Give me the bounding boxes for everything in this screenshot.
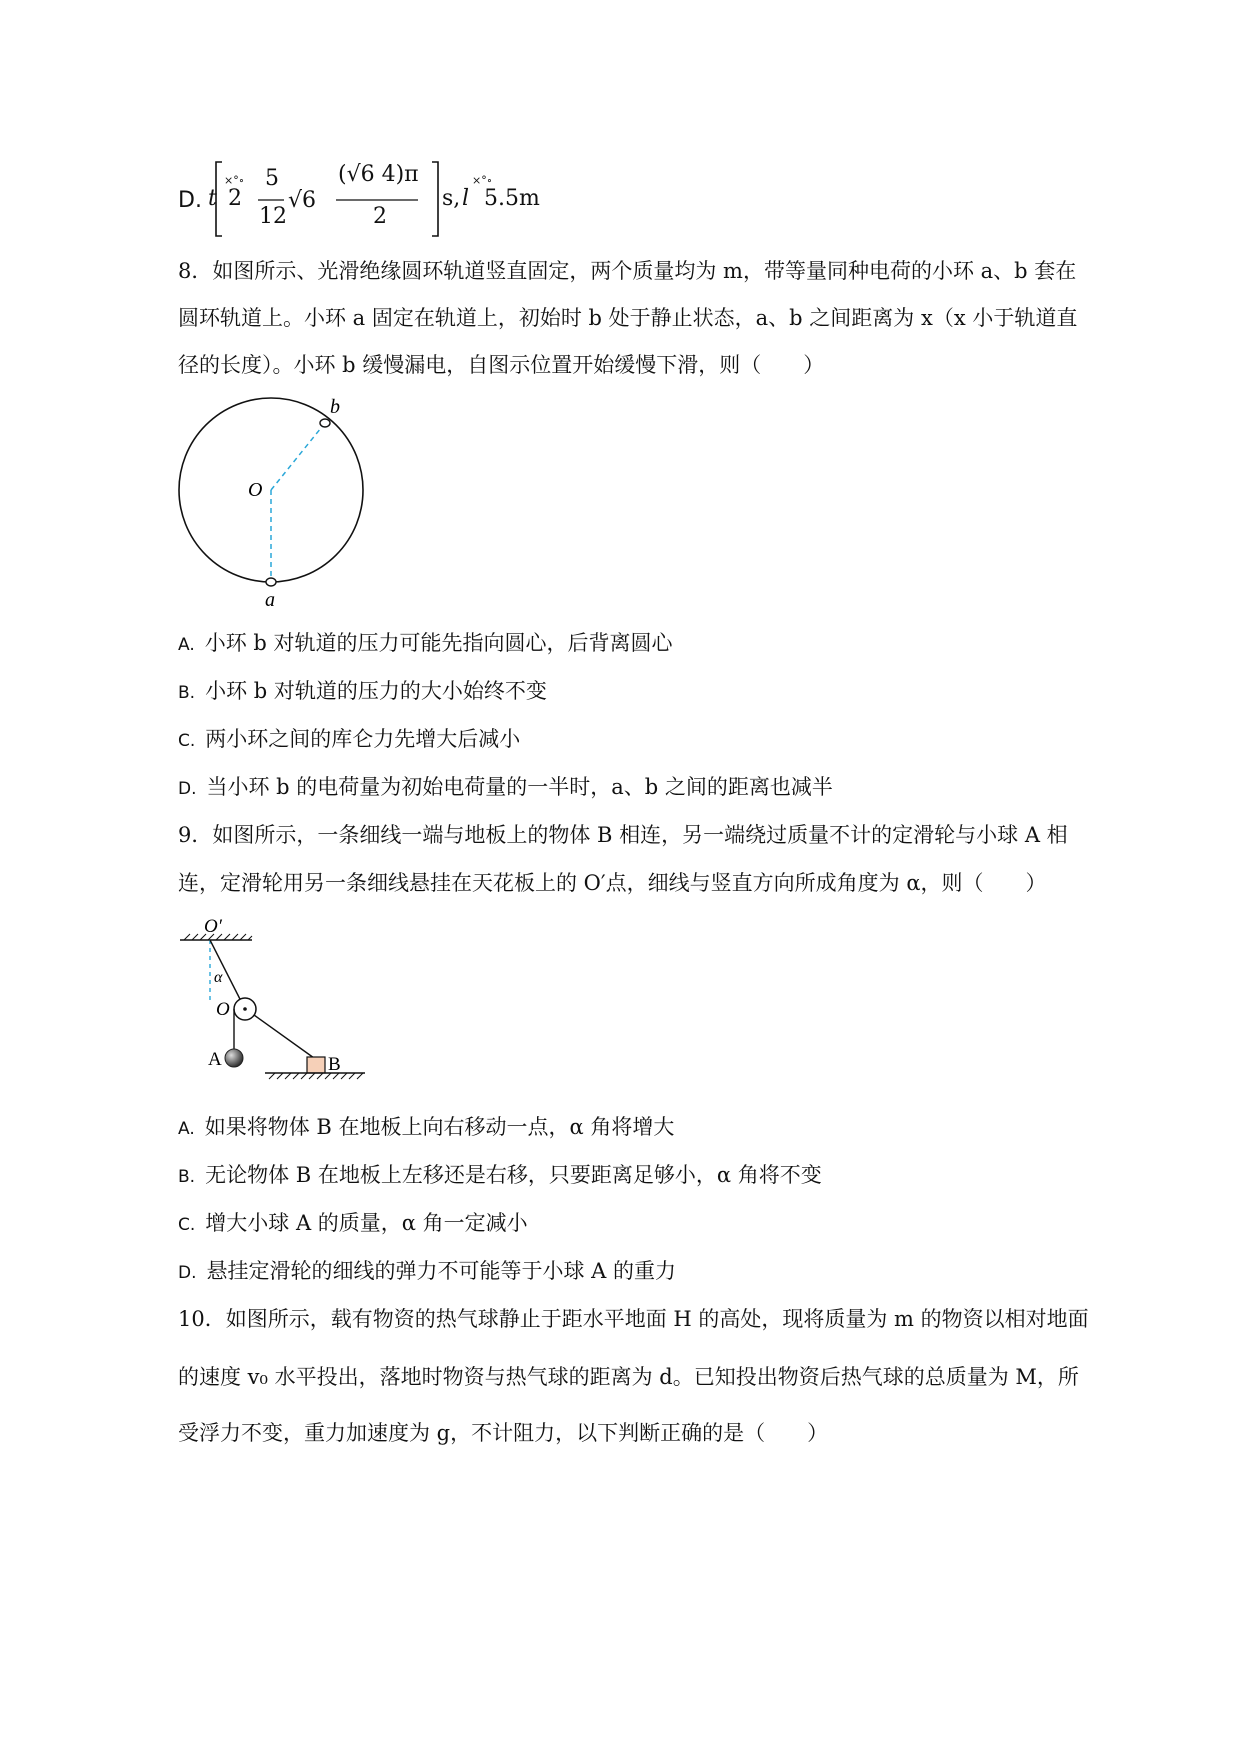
label-B: B — [328, 1054, 341, 1075]
fraction-1-numerator: 5 — [265, 166, 279, 191]
question-10-line-3: 受浮力不变，重力加速度为 g，不计阻力，以下判断正确的是（ ） — [178, 1421, 829, 1445]
label-O-prime: O′ — [204, 916, 222, 937]
option-label: B. — [178, 1167, 196, 1187]
question-8-line-2: 圆环轨道上。小环 a 固定在轨道上，初始时 b 处于静止状态，a、b 之间距离为 x（x 小于轨道直 — [178, 306, 1078, 330]
option-text: 两小环之间的库仑力先增大后减小 — [205, 727, 521, 751]
question-10-line-2: 的速度 v₀ 水平投出，落地时物资与热气球的距离为 d。已知投出物资后热气球的总质量为 M，所 — [178, 1365, 1079, 1389]
fraction-2-denominator: 2 — [373, 204, 387, 229]
question-9-line-2: 连，定滑轮用另一条细线悬挂在天花板上的 O′点，细线与竖直方向所成角度为 α，则（ ） — [178, 871, 1047, 895]
ring-a — [266, 578, 276, 586]
circle-track-figure — [170, 395, 380, 615]
formula-variable-t: t — [208, 186, 217, 211]
option-text: 无论物体 B 在地板上左移还是右移，只要距离足够小，α 角将不变 — [205, 1163, 822, 1187]
formula-variable-l: l — [462, 186, 470, 211]
formula-garbled-marks: ×°∘ — [224, 174, 245, 187]
option-label: A. — [178, 1119, 195, 1139]
label-b: b — [330, 396, 340, 418]
label-a: a — [265, 589, 275, 611]
option-d-formula — [178, 160, 638, 240]
formula-unit-s: s, — [442, 186, 461, 211]
label-A: A — [208, 1049, 222, 1070]
option-text: 当小环 b 的电荷量为初始电荷量的一半时，a、b 之间的距离也减半 — [206, 775, 833, 799]
option-label: B. — [178, 683, 196, 703]
q9-option-d[interactable] — [178, 1256, 676, 1288]
option-label: D. — [178, 779, 197, 799]
label-alpha: α — [214, 969, 223, 986]
question-8-line-1: 8．如图所示、光滑绝缘圆环轨道竖直固定，两个质量均为 m，带等量同种电荷的小环 a、b 套在 — [178, 259, 1077, 283]
block-B — [307, 1057, 325, 1073]
fraction-1-denominator: 12 — [259, 204, 287, 229]
fraction-2-numerator: (√6 4)π — [338, 162, 419, 187]
q8-option-d[interactable] — [178, 772, 833, 804]
option-label: D. — [178, 1263, 197, 1283]
question-8-line-3: 径的长度）。小环 b 缓慢漏电，自图示位置开始缓慢下滑，则（ ） — [178, 353, 825, 377]
formula-two: 2 — [228, 186, 242, 211]
option-text: 小环 b 对轨道的压力可能先指向圆心，后背离圆心 — [204, 631, 673, 655]
q9-option-b[interactable] — [178, 1160, 822, 1192]
question-9-line-1: 9．如图所示，一条细线一端与地板上的物体 B 相连，另一端绕过质量不计的定滑轮与小球 A 相 — [178, 823, 1068, 847]
q9-option-c[interactable] — [178, 1208, 528, 1240]
formula-length-value: 5.5m — [484, 186, 540, 211]
ring-b — [320, 419, 330, 427]
label-O: O — [216, 999, 230, 1020]
option-label: A. — [178, 635, 195, 655]
option-label: D. — [178, 188, 202, 213]
q8-option-b[interactable] — [178, 676, 547, 708]
option-text: 如果将物体 B 在地板上向右移动一点，α 角将增大 — [204, 1115, 675, 1139]
label-O: O — [248, 479, 263, 501]
question-10-line-1: 10．如图所示，载有物资的热气球静止于距水平地面 H 的高处，现将质量为 m 的物资以相对地面 — [178, 1307, 1089, 1331]
q8-option-c[interactable] — [178, 724, 520, 756]
q9-option-a[interactable] — [178, 1112, 674, 1144]
option-text: 增大小球 A 的质量，α 角一定减小 — [205, 1211, 528, 1235]
option-text: 小环 b 对轨道的压力的大小始终不变 — [205, 679, 547, 703]
formula-sqrt6: √6 — [288, 188, 317, 213]
option-label: C. — [178, 1215, 196, 1235]
option-label: C. — [178, 731, 196, 751]
pulley-figure — [170, 910, 380, 1090]
formula-garbled-marks-2: ×°∘ — [472, 174, 493, 187]
ball-A — [225, 1049, 243, 1067]
q8-option-a[interactable] — [178, 628, 673, 660]
option-text: 悬挂定滑轮的细线的弹力不可能等于小球 A 的重力 — [206, 1259, 677, 1283]
